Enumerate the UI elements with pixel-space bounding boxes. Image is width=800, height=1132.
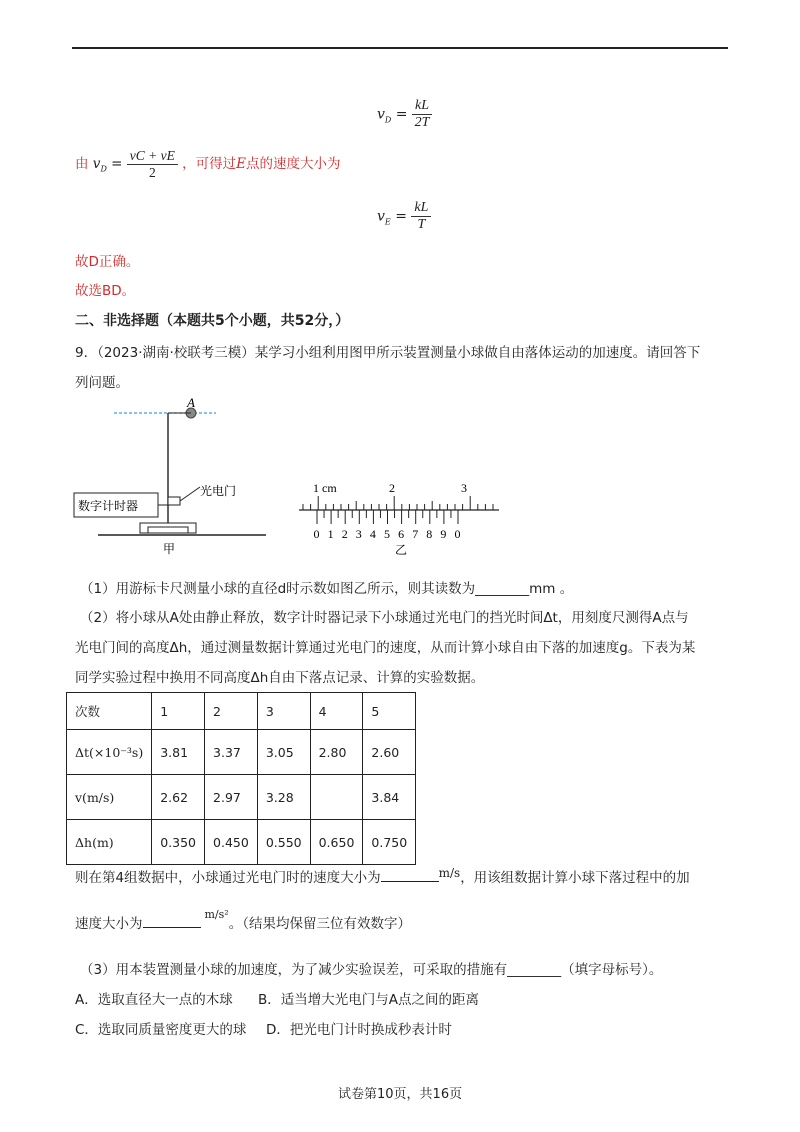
- table-cell: 3.05: [257, 730, 310, 775]
- section-title: 二、非选择题（本题共5个小题，共52分，）: [75, 313, 350, 329]
- after-table-line2: 速度大小为$^{m/s^2}$。（结果均保留三位有效数字）: [75, 908, 411, 932]
- table-cell: 0.350: [152, 820, 205, 865]
- part-3: （3）用本装置测量小球的加速度，为了减少实验误差，可采取的措施有________（填字母标号）。: [80, 962, 663, 978]
- table-cell: Δh(m): [67, 820, 152, 865]
- after-table-line1: 则在第4组数据中，小球通过光电门时的速度大小为 m/s，用该组数据计算小球下落过程中的加: [75, 866, 690, 886]
- table-row: [67, 730, 416, 775]
- vernier-label: 3: [355, 527, 362, 541]
- formula-line-derivation: 由 $v_D$ = $\frac{vC + vE}{2}$ ，可得过E点的速度大小为: [75, 148, 341, 180]
- table-cell: 2.62: [152, 775, 205, 820]
- figure-yi-vernier: [295, 478, 505, 558]
- main-scale-label-2: 2: [389, 481, 395, 495]
- conclusion-choose-bd: 故选BD。: [75, 283, 136, 299]
- question-9-line1: 9．（2023·湖南·校联考三模）某学习小组利用图甲所示装置测量小球做自由落体运动的加速度。请回答下: [75, 345, 701, 361]
- table-header-cell: 3: [257, 693, 310, 730]
- vernier-label: 2: [341, 527, 348, 541]
- table-cell: 3.28: [257, 775, 310, 820]
- vernier-label: 4: [369, 527, 376, 541]
- part-2-line1: （2）将小球从A处由静止释放，数字计时器记录下小球通过光电门的挡光时间Δt，用刻度尺测得A点与: [80, 610, 689, 626]
- label-photogate: 光电门: [200, 484, 237, 498]
- page-footer: 试卷第10页，共16页: [338, 1087, 463, 1102]
- vernier-label: 0: [454, 527, 461, 541]
- option-a: A．选取直径大一点的木球: [75, 992, 233, 1008]
- label-a: A: [187, 395, 195, 410]
- header-rule: [72, 47, 728, 49]
- table-header-cell: 次数: [67, 693, 152, 730]
- main-scale-label-1: 1 cm: [313, 481, 337, 495]
- vernier-label: 8: [426, 527, 433, 541]
- table-header-cell: 4: [310, 693, 363, 730]
- data-table: [66, 692, 416, 865]
- figure-jia-apparatus: [70, 395, 280, 560]
- conclusion-d-correct: 故D正确。: [75, 254, 140, 270]
- vernier-label: 6: [398, 527, 405, 541]
- part-2-line3: 同学实验过程中换用不同高度Δh自由下落点记录、计算的实验数据。: [75, 670, 485, 686]
- vernier-label: 1: [327, 527, 334, 541]
- table-cell: 3.81: [152, 730, 205, 775]
- table-cell: 0.650: [310, 820, 363, 865]
- vernier-label: 0: [313, 527, 320, 541]
- part-1: （1）用游标卡尺测量小球的直径d时示数如图乙所示，则其读数为________mm 。: [80, 581, 574, 597]
- label-digital-timer: 数字计时器: [78, 499, 139, 513]
- table-cell: 0.550: [257, 820, 310, 865]
- caption-jia: 甲: [163, 542, 176, 556]
- formula-ve: $v_E$ = $\frac{kL}{T}$: [377, 200, 431, 233]
- table-cell: 3.84: [363, 775, 416, 820]
- table-header-cell: 2: [205, 693, 258, 730]
- table-header-cell: 5: [363, 693, 416, 730]
- table-cell: 2.97: [205, 775, 258, 820]
- part-2-line2: 光电门间的高度Δh，通过测量数据计算通过光电门的速度，从而计算小球自由下落的加速度g。下表为某: [75, 640, 696, 656]
- table-cell: 2.60: [363, 730, 416, 775]
- table-cell: 3.37: [205, 730, 258, 775]
- option-c: C．选取同质量密度更大的球: [75, 1022, 247, 1038]
- vernier-label: 7: [412, 527, 419, 541]
- table-cell: [310, 775, 363, 820]
- main-scale-label-3: 3: [461, 481, 467, 495]
- table-row: [67, 820, 416, 865]
- option-b: B．适当增大光电门与A点之间的距离: [258, 992, 479, 1008]
- vernier-label: 5: [384, 527, 390, 541]
- caption-yi: 乙: [395, 543, 408, 557]
- table-cell: 2.80: [310, 730, 363, 775]
- vernier-label: 9: [440, 527, 447, 541]
- table-cell: 0.750: [363, 820, 416, 865]
- table-header-cell: 1: [152, 693, 205, 730]
- option-d: D．把光电门计时换成秒表计时: [266, 1022, 452, 1038]
- question-9-line2: 列问题。: [75, 375, 129, 391]
- table-header-row: [67, 693, 416, 730]
- table-cell: 0.450: [205, 820, 258, 865]
- table-cell: Δt(×10⁻³s): [67, 730, 152, 775]
- table-row: [67, 775, 416, 820]
- formula-vd: $v_D$ = $\frac{kL}{2T}$: [377, 98, 432, 131]
- table-cell: v(m/s): [67, 775, 152, 820]
